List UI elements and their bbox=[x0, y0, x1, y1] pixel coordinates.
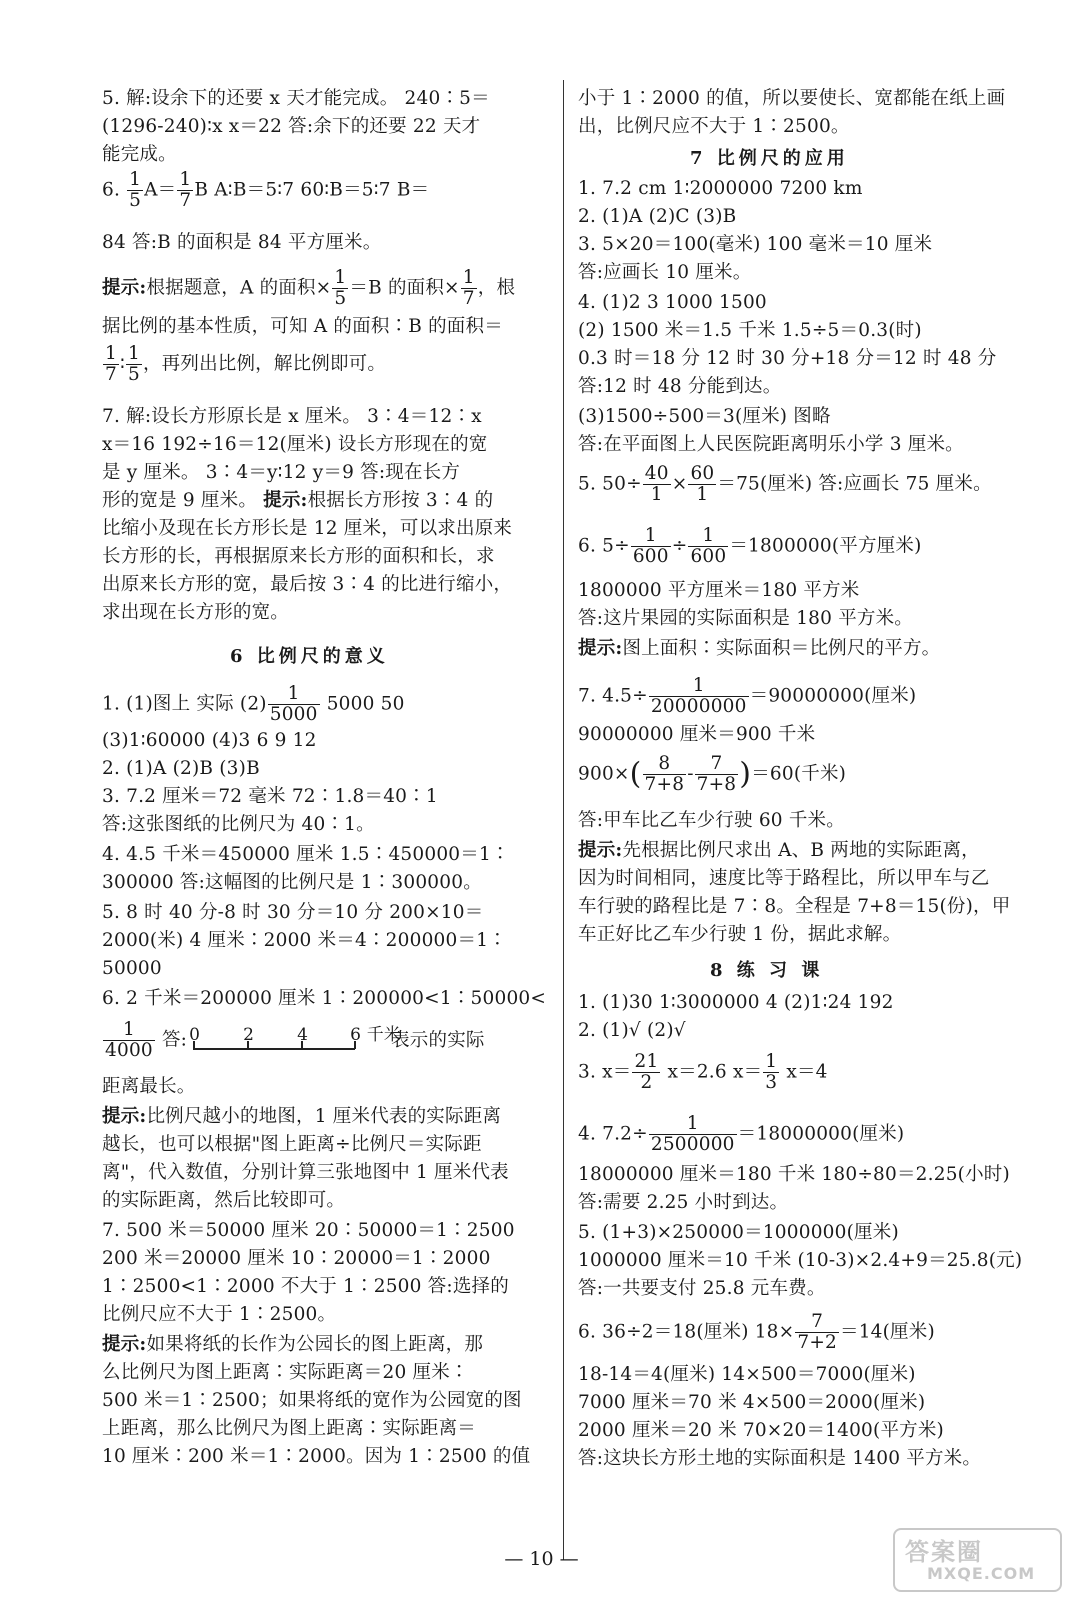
hint-label: 提示: bbox=[102, 1334, 147, 1355]
text-line: 出，比例尺应不大于 1∶2500。 bbox=[578, 116, 850, 137]
watermark-text: 答案圈 bbox=[905, 1538, 983, 1566]
text-line: 车行驶的路程比是 7∶8。全程是 7+8＝15(份)，甲 bbox=[578, 896, 1011, 917]
text-line: 答:12 时 48 分能到达。 bbox=[578, 376, 782, 397]
column-divider bbox=[563, 80, 564, 1560]
section-heading: 6 比例尺的意义 bbox=[230, 646, 389, 667]
text-segment: 7. 4.5÷ bbox=[578, 685, 648, 707]
text-line: 离"，代入数值，分别计算三张地图中 1 厘米代表 bbox=[102, 1162, 509, 1183]
text-segment: ，根 bbox=[477, 277, 516, 299]
fraction: $\frac{1}{20000000}$ bbox=[650, 675, 747, 717]
text-line bbox=[578, 1312, 935, 1353]
text-line: 能完成。 bbox=[102, 144, 177, 165]
text-segment: ÷ bbox=[671, 535, 688, 557]
text-segment: 如果将纸的长作为公园长的图上距离，那 bbox=[146, 1334, 484, 1355]
text-line: 小于 1∶2000 的值，所以要使长、宽都能在纸上画 bbox=[578, 88, 1006, 109]
text-line: 4. (1)2 3 1000 1500 bbox=[578, 292, 767, 313]
scale-label: 0 bbox=[189, 1024, 201, 1045]
text-line: 答:这张图纸的比例尺为 40∶1。 bbox=[102, 814, 375, 835]
text-line: 长方形的长，再根据原来长方形的面积和长，求 bbox=[102, 546, 495, 567]
text-line: 3. 7.2 厘米＝72 毫米 72∶1.8＝40∶1 bbox=[102, 786, 438, 807]
fraction: $\frac{8}{7+8}$ bbox=[644, 753, 685, 795]
text-line: 50000 bbox=[102, 958, 162, 979]
text-line: 是 y 厘米。 3∶4＝y∶12 y＝9 答:现在长方 bbox=[102, 462, 461, 483]
text-segment: 答: bbox=[155, 1029, 188, 1051]
text-line: 么比例尺为图上距离∶实际距离＝20 厘米∶ bbox=[102, 1362, 469, 1383]
fraction: $\frac{1}{5}$ bbox=[129, 169, 142, 211]
text-line bbox=[578, 1052, 828, 1093]
text-segment: 4. 7.2÷ bbox=[578, 1123, 648, 1145]
fraction: $\frac{1}{600}$ bbox=[690, 525, 727, 567]
hint-line bbox=[578, 838, 980, 864]
text-line bbox=[102, 684, 405, 725]
text-segment: B A∶B＝5∶7 60∶B＝5∶7 B＝ bbox=[194, 179, 430, 201]
text-line bbox=[578, 676, 916, 717]
text-line: 300000 答:这幅图的比例尺是 1∶300000。 bbox=[102, 872, 482, 893]
fraction: $\frac{7}{7+2}$ bbox=[797, 1311, 837, 1353]
fraction: $\frac{1}{7}$ bbox=[105, 343, 117, 385]
hint-line bbox=[102, 268, 515, 309]
text-line: 5. 8 时 40 分-8 时 30 分＝10 分 200×10＝ bbox=[102, 902, 484, 923]
paren: ) bbox=[739, 756, 752, 792]
text-line: 18000000 厘米＝180 千米 180÷80＝2.25(小时) bbox=[578, 1164, 1010, 1185]
text-line: 6. 2 千米＝200000 厘米 1∶200000<1∶50000< bbox=[102, 988, 547, 1009]
text-line bbox=[102, 170, 429, 211]
text-line: 车正好比乙车少行驶 1 份，据此求解。 bbox=[578, 924, 902, 945]
text-line: 因为时间相同，速度比等于路程比，所以甲车与乙 bbox=[578, 868, 990, 889]
text-line: 10 厘米∶200 米＝1∶2000。因为 1∶2500 的值 bbox=[102, 1446, 531, 1467]
text-line: 1000000 厘米＝10 千米 (10-3)×2.4+9＝25.8(元) bbox=[578, 1250, 1023, 1271]
text-segment: 3. x＝ bbox=[578, 1061, 632, 1083]
text-line: (1296-240)∶x x＝22 答:余下的还要 22 天才 bbox=[102, 116, 481, 137]
text-segment: 先根据比例尺求出 A、B 两地的实际距离， bbox=[622, 840, 980, 861]
fraction: $\frac{21}{2}$ bbox=[634, 1051, 659, 1093]
text-line bbox=[102, 1020, 485, 1061]
text-line: 比例尺应不大于 1∶2500。 bbox=[102, 1304, 337, 1325]
text-line: 1800000 平方厘米＝180 平方米 bbox=[578, 580, 860, 601]
fraction: $\frac{1}{7}$ bbox=[179, 169, 192, 211]
text-line: 84 答:B 的面积是 84 平方厘米。 bbox=[102, 232, 382, 253]
text-line: 5. (1+3)×250000＝1000000(厘米) bbox=[578, 1222, 899, 1243]
text-segment: x＝4 bbox=[780, 1061, 828, 1083]
hint-label: 提示: bbox=[578, 638, 623, 659]
text-segment: 900× bbox=[578, 763, 630, 785]
text-line: 5. 解:设余下的还要 x 天才能完成。 240∶5＝ bbox=[102, 88, 490, 109]
text-segment: 形的宽是 9 厘米。 bbox=[102, 490, 264, 511]
paren: ( bbox=[629, 756, 642, 792]
text-segment: 5. 50÷ bbox=[578, 473, 642, 495]
hint-label: 提示: bbox=[578, 840, 623, 861]
text-line: 越长，也可以根据"图上距离÷比例尺＝实际距 bbox=[102, 1134, 482, 1155]
text-line: 18-14＝4(厘米) 14×500＝7000(厘米) bbox=[578, 1364, 916, 1385]
text-line: 答:一共要支付 25.8 元车费。 bbox=[578, 1278, 826, 1299]
fraction: $\frac{1}{2500000}$ bbox=[650, 1113, 735, 1155]
fraction: $\frac{40}{1}$ bbox=[644, 463, 669, 505]
text-line: 比缩小及现在长方形长是 12 厘米，可以求出原来 bbox=[102, 518, 513, 539]
text-line bbox=[102, 488, 493, 514]
fraction: $\frac{1}{3}$ bbox=[765, 1051, 778, 1093]
text-segment: 表示的实际 bbox=[391, 1029, 485, 1051]
fraction: $\frac{1}{5}$ bbox=[334, 267, 347, 309]
fraction: $\frac{7}{7+8}$ bbox=[696, 753, 737, 795]
text-segment: - bbox=[687, 763, 694, 785]
text-segment: 根据长方形按 3∶4 的 bbox=[307, 490, 494, 511]
text-line: 答:这片果园的实际面积是 180 平方米。 bbox=[578, 608, 914, 629]
text-segment: ＝14(厘米) bbox=[840, 1321, 935, 1343]
text-line bbox=[578, 526, 922, 567]
text-line: 上距离，那么比例尺为图上距离∶实际距离＝ bbox=[102, 1418, 477, 1439]
text-line: (2) 1500 米＝1.5 千米 1.5÷5＝0.3(时) bbox=[578, 320, 922, 341]
text-line: 200 米＝20000 厘米 10∶20000＝1∶2000 bbox=[102, 1248, 491, 1269]
text-segment: 比例尺越小的地图，1 厘米代表的实际距离 bbox=[146, 1106, 502, 1127]
text-line: 90000000 厘米＝900 千米 bbox=[578, 724, 816, 745]
watermark-logo bbox=[893, 1528, 1062, 1592]
hint-label: 提示: bbox=[263, 490, 308, 511]
text-segment: ＝1800000(平方厘米) bbox=[729, 535, 922, 557]
fraction: $\frac{1}{7}$ bbox=[462, 267, 475, 309]
text-line: 答:需要 2.25 小时到达。 bbox=[578, 1192, 789, 1213]
text-line: (3)1∶60000 (4)3 6 9 12 bbox=[102, 730, 317, 751]
text-line: 1. (1)30 1∶3000000 4 (2)1∶24 192 bbox=[578, 992, 894, 1013]
hint-line bbox=[578, 636, 940, 662]
fraction: $\frac{1}{4000}$ bbox=[105, 1019, 153, 1061]
hint-line bbox=[102, 1332, 483, 1358]
text-line: 3. 5×20＝100(毫米) 100 毫米＝10 厘米 bbox=[578, 234, 933, 255]
watermark-url: MXQE.COM bbox=[927, 1564, 1036, 1583]
text-segment: 6. 5÷ bbox=[578, 535, 630, 557]
scale-label: 4 bbox=[297, 1024, 309, 1045]
scale-bar bbox=[187, 1024, 402, 1056]
text-segment: ∶ bbox=[119, 353, 125, 375]
text-line: 1∶2500<1∶2000 不大于 1∶2500 答:选择的 bbox=[102, 1276, 509, 1297]
scale-line bbox=[193, 1048, 355, 1050]
text-line: 500 米＝1∶2500；如果将纸的宽作为公园宽的图 bbox=[102, 1390, 522, 1411]
text-segment: ，再列出比例，解比例即可。 bbox=[142, 353, 387, 375]
text-line: 7. 解:设长方形原长是 x 厘米。 3∶4＝12∶x bbox=[102, 406, 482, 427]
text-segment: ＝B 的面积× bbox=[349, 277, 460, 299]
text-line: 2. (1)A (2)C (3)B bbox=[578, 206, 737, 227]
text-segment: 5000 50 bbox=[320, 693, 405, 715]
text-line: 求出现在长方形的宽。 bbox=[102, 602, 290, 623]
text-line: 0.3 时＝18 分 12 时 30 分+18 分＝12 时 48 分 bbox=[578, 348, 997, 369]
text-line: 2000(米) 4 厘米∶2000 米＝4∶200000＝1∶ bbox=[102, 930, 507, 951]
fraction: $\frac{1}{600}$ bbox=[632, 525, 669, 567]
text-line bbox=[578, 464, 992, 505]
text-segment: 图上面积∶实际面积＝比例尺的平方。 bbox=[622, 638, 941, 659]
text-segment: ＝18000000(厘米) bbox=[737, 1123, 905, 1145]
text-segment: ＝75(厘米) 答:应画长 75 厘米。 bbox=[717, 473, 992, 495]
text-line: 2. (1)√ (2)√ bbox=[578, 1020, 686, 1041]
text-line: x＝16 192÷16＝12(厘米) 设长方形现在的宽 bbox=[102, 434, 488, 455]
text-segment: × bbox=[671, 473, 688, 495]
text-line: 距离最长。 bbox=[102, 1076, 196, 1097]
text-line: 答:甲车比乙车少行驶 60 千米。 bbox=[578, 810, 845, 831]
text-line bbox=[102, 344, 386, 385]
page-number: — 10 — bbox=[504, 1548, 579, 1570]
scale-label: 6 千米 bbox=[350, 1024, 402, 1045]
text-line: 答:在平面图上人民医院距离明乐小学 3 厘米。 bbox=[578, 434, 964, 455]
text-line: 4. 4.5 千米＝450000 厘米 1.5∶450000＝1∶ bbox=[102, 844, 510, 865]
scale-label: 2 bbox=[243, 1024, 255, 1045]
section-heading: 8 练 习 课 bbox=[710, 960, 824, 981]
section-heading: 7 比例尺的应用 bbox=[690, 148, 849, 169]
text-line: 据比例的基本性质，可知 A 的面积∶B 的面积＝ bbox=[102, 316, 503, 337]
text-segment: 1. (1)图上 实际 (2) bbox=[102, 693, 267, 715]
text-line bbox=[578, 754, 846, 795]
text-segment: 根据题意，A 的面积× bbox=[146, 277, 332, 299]
text-line: 答:这块长方形土地的实际面积是 1400 平方米。 bbox=[578, 1448, 982, 1469]
text-line: 2000 厘米＝20 米 70×20＝1400(平方米) bbox=[578, 1420, 944, 1441]
hint-label: 提示: bbox=[102, 1106, 147, 1127]
text-segment: 6. 36÷2＝18(厘米) 18× bbox=[578, 1321, 795, 1343]
text-segment: ＝60(千米) bbox=[751, 763, 847, 785]
text-segment: x＝2.6 x＝ bbox=[661, 1061, 763, 1083]
text-line: 7. 500 米＝50000 厘米 20∶50000＝1∶2500 bbox=[102, 1220, 515, 1241]
text-line: 2. (1)A (2)B (3)B bbox=[102, 758, 260, 779]
text-line: 答:应画长 10 厘米。 bbox=[578, 262, 752, 283]
text-line: 1. 7.2 cm 1∶2000000 7200 km bbox=[578, 178, 863, 199]
text-segment: A＝ bbox=[144, 179, 177, 201]
fraction: $\frac{1}{5000}$ bbox=[269, 683, 318, 725]
text-line: 7000 厘米＝70 米 4×500＝2000(厘米) bbox=[578, 1392, 926, 1413]
text-line: (3)1500÷500＝3(厘米) 图略 bbox=[578, 406, 831, 427]
hint-line bbox=[102, 1104, 501, 1130]
text-segment: 6. bbox=[102, 179, 127, 201]
fraction: $\frac{1}{5}$ bbox=[128, 343, 140, 385]
text-line bbox=[578, 1114, 904, 1155]
fraction: $\frac{60}{1}$ bbox=[690, 463, 715, 505]
hint-label: 提示: bbox=[102, 277, 147, 299]
text-line: 的实际距离，然后比较即可。 bbox=[102, 1190, 346, 1211]
text-line: 出原来长方形的宽，最后按 3∶4 的比进行缩小， bbox=[102, 574, 513, 595]
text-segment: ＝90000000(厘米) bbox=[749, 685, 917, 707]
